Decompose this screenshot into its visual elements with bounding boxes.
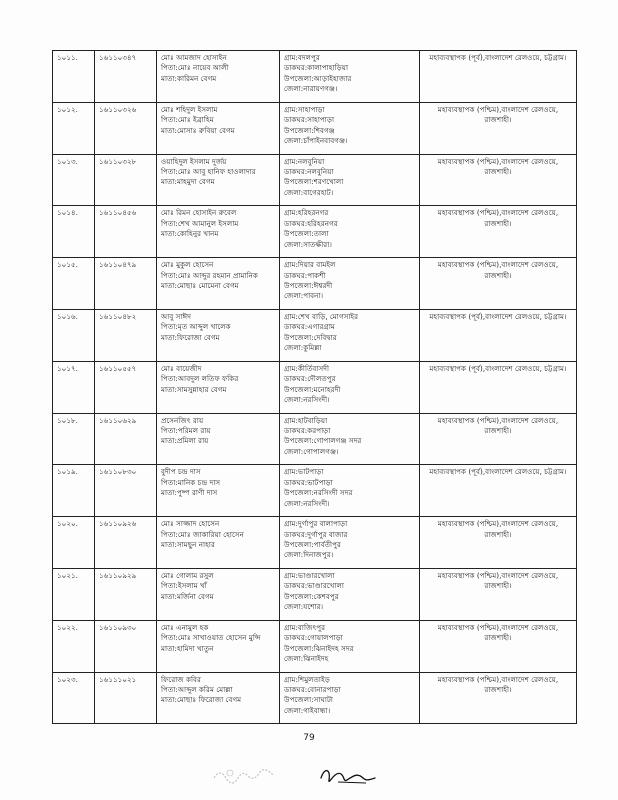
address-cell	[280, 258, 420, 310]
mother-text: মাতা:মোসাঃ রুবিয়া বেগম	[161, 125, 235, 135]
name-text: বুদীপ চন্দ্র দাস	[161, 467, 201, 477]
posting-cell	[420, 309, 577, 361]
roll-text: ১৬১১০৪৫৬	[99, 208, 137, 218]
name-text: আবু সাঈদ	[161, 311, 191, 321]
table-row	[53, 672, 577, 724]
father-text: পিতা:শেখ আমানুল ইসলাম	[161, 218, 239, 228]
post-text: মহাব্যবস্থাপক (পশ্চিম),বাংলাদেশ রেলওয়ে, রাজশাহী।	[437, 208, 559, 228]
father-text: পিতা:পরিমল রায়	[161, 425, 211, 435]
serial-text: ১০২৩.	[57, 674, 78, 684]
mother-text: মাতা:কোহিনুর খানম	[161, 229, 219, 239]
roll-cell	[95, 517, 157, 569]
upazila-text: উপজেলা:শরণখোলা	[284, 177, 344, 187]
page-number: 79	[303, 733, 315, 743]
name-cell	[157, 51, 280, 103]
post-office-text: ডাকঘর:কালাপাহাড়িয়া	[284, 63, 349, 73]
serial-text: ১০১৯.	[57, 467, 78, 477]
roll-cell	[95, 154, 157, 206]
table-row	[53, 51, 577, 103]
village-text: গ্রাম:সাহাপাড়া	[284, 104, 325, 114]
district-text: জেলা:গোপালগঞ্জ।	[284, 446, 339, 456]
roll-cell	[95, 51, 157, 103]
post-office-text: ডাকঘর:বোনারপাড়া	[284, 684, 341, 694]
father-text: পিতা:মোঃ নায়েব আলী	[161, 63, 229, 73]
post-text: মহাব্যবস্থাপক (পূর্ব),বাংলাদেশ রেলওয়ে, চট্টগ্রাম।	[429, 467, 567, 477]
address-cell	[280, 154, 420, 206]
serial-cell	[53, 620, 95, 672]
mother-text: মাতা:প্রমিলা রায়	[161, 436, 209, 446]
serial-cell	[53, 258, 95, 310]
signature	[318, 764, 378, 786]
roll-cell	[95, 102, 157, 154]
district-text: জেলা:নারায়ণগঞ্জ।	[284, 84, 338, 94]
address-cell	[280, 465, 420, 517]
roll-text: ১৬১১০৫৫৭	[99, 363, 137, 373]
name-cell	[157, 309, 280, 361]
post-office-text: ডাকঘর:এগারগ্রাম	[284, 322, 335, 332]
serial-text: ১০১১.	[57, 53, 78, 62]
serial-cell	[53, 568, 95, 620]
candidate-table	[52, 50, 577, 724]
serial-cell	[53, 465, 95, 517]
village-text: গ্রাম:নলবুনিয়া	[284, 156, 325, 166]
post-office-text: ডাকঘর:করপাড়া	[284, 425, 331, 435]
mother-text: মাতা:মাহমুদা বেগম	[161, 177, 215, 187]
post-text: মহাব্যবস্থাপক (পশ্চিম),বাংলাদেশ রেলওয়ে, রাজশাহী।	[437, 156, 559, 176]
father-text: পিতা:মোঃ ইব্রাহিম	[161, 115, 214, 125]
serial-cell	[53, 102, 95, 154]
post-text: মহাব্যবস্থাপক (পূর্ব),বাংলাদেশ রেলওয়ে, চট্টগ্রাম।	[429, 53, 567, 62]
posting-cell	[420, 102, 577, 154]
table-row	[53, 620, 577, 672]
post-office-text: ডাকঘর:ভাটপাড়া	[284, 477, 333, 487]
roll-text: ১৬১১০৮৩০	[99, 467, 137, 477]
address-cell	[280, 413, 420, 465]
serial-cell	[53, 51, 95, 103]
name-cell	[157, 620, 280, 672]
upazila-text: উপজেলা:কেশবপুর	[284, 591, 339, 601]
serial-cell	[53, 413, 95, 465]
upazila-text: উপজেলা:সাঘাটা	[284, 695, 334, 705]
upazila-text: উপজেলা:ঈশ্বরদী	[284, 281, 333, 290]
post-text: মহাব্যবস্থাপক (পশ্চিম),বাংলাদেশ রেলওয়ে, রাজশাহী।	[437, 519, 559, 539]
mother-text: মাতা:মোছাঃ মোমেনা বেগম	[161, 281, 239, 290]
table-row	[53, 361, 577, 413]
faded-stamp	[210, 764, 280, 786]
mother-text: মাতা:ফিরোজা বেগম	[161, 332, 220, 342]
post-text: মহাব্যবস্থাপক (পশ্চিম),বাংলাদেশ রেলওয়ে, রাজশাহী।	[437, 260, 559, 280]
serial-cell	[53, 361, 95, 413]
roll-cell	[95, 206, 157, 258]
village-text: গ্রাম:কীর্তিবাসদী	[284, 363, 330, 373]
roll-cell	[95, 413, 157, 465]
roll-cell	[95, 309, 157, 361]
posting-cell	[420, 517, 577, 569]
post-office-text: ডাকঘর:দুর্গাপুর বাজার	[284, 529, 348, 539]
posting-cell	[420, 413, 577, 465]
name-cell	[157, 154, 280, 206]
post-text: মহাব্যবস্থাপক (পশ্চিম),বাংলাদেশ রেলওয়ে, রাজশাহী।	[437, 570, 559, 591]
name-cell	[157, 102, 280, 154]
serial-text: ১০১৭.	[57, 363, 78, 373]
serial-cell	[53, 309, 95, 361]
table-row	[53, 154, 577, 206]
mother-text: মাতা:মোছাঃ ফিরোজা বেগম	[161, 695, 242, 705]
name-cell	[157, 568, 280, 620]
upazila-text: উপজেলা:শিবগঞ্জ	[284, 125, 335, 135]
roll-text: ১৬১১০৩৪৭	[99, 53, 137, 62]
district-text: জেলা:যশোর।	[284, 602, 324, 612]
roll-cell	[95, 465, 157, 517]
roll-cell	[95, 258, 157, 310]
father-text: পিতা:মোঃ আব্দুর রহমান প্রামানিক	[161, 270, 258, 280]
post-office-text: ডাকঘর:গোয়ালপাড়া	[284, 633, 343, 643]
name-cell	[157, 672, 280, 724]
table-row	[53, 206, 577, 258]
roll-text: ১৬১১০৯৩০	[99, 622, 137, 632]
serial-text: ১০২১.	[57, 570, 78, 580]
village-text: গ্রাম:দিয়ার বামইল	[284, 260, 336, 270]
name-cell	[157, 465, 280, 517]
serial-text: ১০১২.	[57, 104, 78, 114]
upazila-text: উপজেলা:মনোহরদী	[284, 384, 341, 394]
address-cell	[280, 672, 420, 724]
table-row	[53, 568, 577, 620]
name-text: ফিরোজ কবির	[161, 674, 201, 684]
table-row	[53, 413, 577, 465]
roll-cell	[95, 568, 157, 620]
upazila-text: উপজেলা:গোপালগঞ্জ সদর	[284, 436, 362, 446]
roll-text: ১৬১১১০২১	[99, 674, 137, 684]
name-text: মোঃ গোলাম রসুল	[161, 570, 214, 580]
district-text: জেলা:নরসিংদী।	[284, 395, 330, 404]
upazila-text: উপজেলা:তালা	[284, 229, 329, 239]
village-text: গ্রাম:বদলপুর	[284, 53, 320, 62]
address-cell	[280, 102, 420, 154]
posting-cell	[420, 465, 577, 517]
father-text: পিতা:ইসলাম খাঁ	[161, 581, 207, 591]
father-text: পিতা:মৃত আব্দুল খালেক	[161, 322, 231, 332]
posting-cell	[420, 672, 577, 724]
district-text: জেলা:বাগেরহাট।	[284, 187, 334, 197]
father-text: পিতা:মোঃ জাকারিয়া হোসেন	[161, 529, 244, 539]
address-cell	[280, 51, 420, 103]
serial-text: ১০১৩.	[57, 156, 78, 166]
name-cell	[157, 361, 280, 413]
name-cell	[157, 517, 280, 569]
upazila-text: উপজেলা:দেবিদ্বার	[284, 332, 337, 342]
upazila-text: উপজেলা:পার্বতীপুর	[284, 539, 341, 549]
mother-text: মাতা:মর্জিনা বেগম	[161, 591, 214, 601]
roll-text: ১৬১১০৩২৬	[99, 104, 137, 114]
village-text: গ্রাম:হরিহরনগর	[284, 208, 329, 218]
table-row	[53, 465, 577, 517]
district-text: জেলা:গাইবান্ধা।	[284, 705, 331, 715]
district-text: জেলা:দিনাজপুর।	[284, 550, 334, 560]
post-office-text: ডাকঘর:পাকশী	[284, 270, 326, 280]
village-text: গ্রাম:ভাটপাড়া	[284, 467, 324, 477]
mother-text: মাতা:হামিদা খাতুন	[161, 643, 214, 653]
serial-text: ১০২০.	[57, 519, 78, 529]
posting-cell	[420, 361, 577, 413]
candidate-table-body	[53, 51, 577, 724]
post-office-text: ডাকঘর:নলবুনিয়া	[284, 167, 334, 176]
roll-cell	[95, 620, 157, 672]
father-text: পিতা:মোঃ আবু হানিফ হাওলাদার	[161, 167, 256, 176]
roll-text: ১৬১১০৯২৯	[99, 570, 137, 580]
serial-cell	[53, 206, 95, 258]
post-text: মহাব্যবস্থাপক (পশ্চিম),বাংলাদেশ রেলওয়ে, রাজশাহী।	[437, 104, 559, 125]
name-text: মোঃ এনামুল হক	[161, 622, 209, 632]
roll-text: ১৬১১০৯২৬	[99, 519, 137, 529]
mother-text: মাতা:সামসুন্নাহার বেগম	[161, 384, 227, 394]
post-text: মহাব্যবস্থাপক (পশ্চিম),বাংলাদেশ রেলওয়ে, রাজশাহী।	[437, 674, 559, 694]
posting-cell	[420, 620, 577, 672]
name-text: মোঃ রিমন হোসাইন রুবেল	[161, 208, 237, 218]
roll-text: ১৬১১০৪৮২	[99, 311, 137, 321]
serial-cell	[53, 672, 95, 724]
village-text: গ্রাম:শেখ বাড়ি, মোগসাইর	[284, 311, 359, 321]
post-office-text: ডাকঘর:ভাণ্ডারখোলা	[284, 581, 344, 591]
village-text: গ্রাম:ভাণ্ডারখোলা	[284, 570, 335, 580]
posting-cell	[420, 258, 577, 310]
name-text: মোঃ মুকুল হোসেন	[161, 260, 214, 270]
district-text: জেলা:কুমিল্লা	[284, 343, 322, 353]
serial-text: ১০২২.	[57, 622, 78, 632]
post-office-text: ডাকঘর:দৌলতপুর	[284, 374, 336, 384]
roll-text: ১৬১১০৬২৯	[99, 415, 137, 425]
serial-text: ১০১৬.	[57, 311, 78, 321]
serial-text: ১০১৮.	[57, 415, 78, 425]
village-text: গ্রাম:শিমুলতাইড়	[284, 674, 330, 684]
post-office-text: ডাকঘর:সাহাপাড়া	[284, 115, 335, 125]
name-text: মোঃ সাজ্জাদ হোসেন	[161, 519, 220, 529]
post-text: মহাব্যবস্থাপক (পশ্চিম),বাংলাদেশ রেলওয়ে, রাজশাহী।	[437, 622, 559, 643]
serial-cell	[53, 154, 95, 206]
name-cell	[157, 258, 280, 310]
district-text: জেলা:পাবনা।	[284, 291, 324, 301]
address-cell	[280, 206, 420, 258]
district-text: জেলা:চাঁপাইনবাবগঞ্জ।	[284, 136, 348, 146]
district-text: জেলা:ঝিনাইদহ	[284, 653, 329, 663]
name-cell	[157, 413, 280, 465]
post-text: মহাব্যবস্থাপক (পূর্ব),বাংলাদেশ রেলওয়ে, চট্টগ্রাম।	[429, 311, 567, 321]
posting-cell	[420, 568, 577, 620]
mother-text: মাতা:পুষ্প রাণী দাস	[161, 488, 218, 498]
village-text: গ্রাম:হাটবাড়িয়া	[284, 415, 328, 425]
address-cell	[280, 620, 420, 672]
name-text: মোঃ আমজাদ হোসাইন	[161, 53, 227, 62]
serial-text: ১০১৫.	[57, 260, 78, 270]
roll-text: ১৬১১০৩২৮	[99, 156, 137, 166]
district-text: জেলা:সাতক্ষীরা।	[284, 239, 332, 249]
posting-cell	[420, 154, 577, 206]
upazila-text: উপজেলা:ঝিনাইদহ সদর	[284, 643, 354, 653]
name-text: প্রসেনজিৎ রায়	[161, 415, 204, 425]
upazila-text: উপজেলা:নরসিংদী সদর	[284, 488, 353, 498]
mother-text: মাতা:সামছুন নাহার	[161, 539, 215, 549]
father-text: পিতা:আব্দুল করিম মোল্লা	[161, 684, 233, 694]
roll-cell	[95, 361, 157, 413]
name-text: মোঃ শহিদুল ইসলাম	[161, 104, 218, 114]
name-text: ওয়াহিদুল ইসলাম দুর্জয়	[161, 156, 227, 166]
name-text: মোঃ বায়েজীদ	[161, 363, 202, 373]
table-row	[53, 258, 577, 310]
posting-cell	[420, 51, 577, 103]
post-text: মহাব্যবস্থাপক (পশ্চিম),বাংলাদেশ রেলওয়ে, রাজশাহী।	[437, 415, 559, 435]
post-office-text: ডাকঘর:হরিহরনগর	[284, 218, 338, 228]
roll-text: ১৬১১০৪৭৯	[99, 260, 137, 270]
father-text: পিতা:মানিক চন্দ্র দাস	[161, 477, 221, 487]
serial-cell	[53, 517, 95, 569]
serial-text: ১০১৪.	[57, 208, 78, 218]
roll-cell	[95, 672, 157, 724]
village-text: গ্রাম:দুর্গাপুর বালাপাড়া	[284, 519, 348, 529]
upazila-text: উপজেলা:আড়াইহাজার	[284, 73, 352, 83]
name-cell	[157, 206, 280, 258]
father-text: পিতা:আবদুল লতিফ ফকির	[161, 374, 239, 384]
table-row	[53, 309, 577, 361]
father-text: পিতা:মোঃ সাখাওয়াত হোসেন মুন্সি	[161, 633, 261, 643]
table-row	[53, 102, 577, 154]
posting-cell	[420, 206, 577, 258]
address-cell	[280, 309, 420, 361]
address-cell	[280, 568, 420, 620]
address-cell	[280, 517, 420, 569]
address-cell	[280, 361, 420, 413]
mother-text: মাতা:কারিমন বেগম	[161, 73, 217, 83]
district-text: জেলা:নরসিংদী।	[284, 498, 330, 508]
table-row	[53, 517, 577, 569]
post-text: মহাব্যবস্থাপক (পূর্ব),বাংলাদেশ রেলওয়ে, চট্টগ্রাম।	[429, 363, 567, 373]
village-text: গ্রাম:বাজিৎপুর	[284, 622, 326, 632]
